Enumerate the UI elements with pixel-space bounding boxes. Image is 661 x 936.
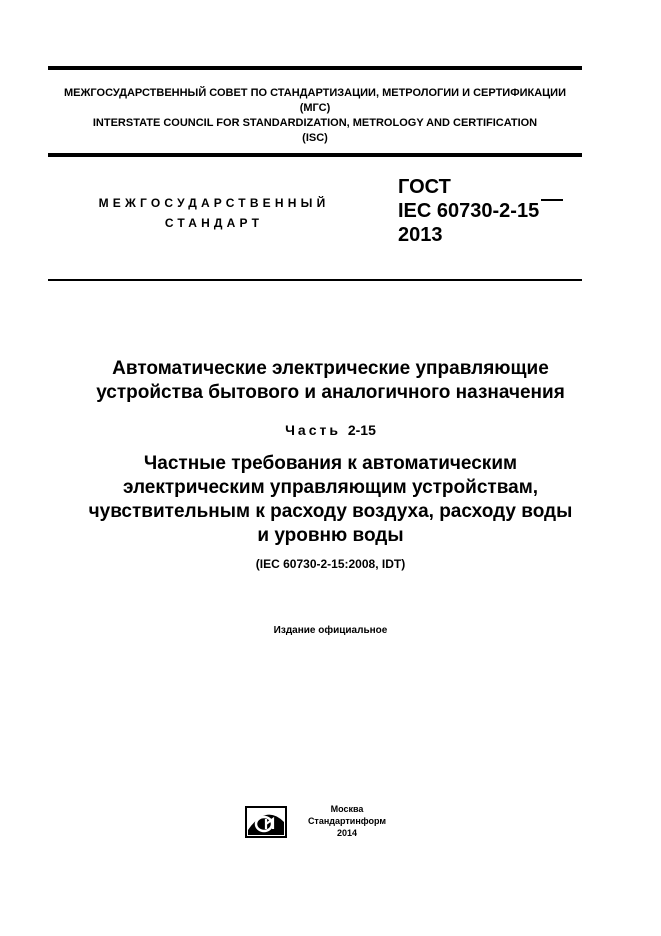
title-line1: Автоматические электрические управляющие xyxy=(112,358,549,379)
gost-number: IEC 60730-2-15 xyxy=(398,200,540,222)
council-name-en: INTERSTATE COUNCIL FOR STANDARDIZATION, METROLOGY AND CERTIFICATION xyxy=(92,117,538,129)
header-bottom-rule xyxy=(48,279,582,281)
iec-reference: (IEC 60730-2-15:2008, IDT) xyxy=(255,557,406,571)
gost-prefix: ГОСТ xyxy=(398,176,451,198)
council-abbr-en: (ISC) xyxy=(302,132,328,144)
document-title xyxy=(0,357,661,405)
subtitle-line2: электрическим управляющим устройствам, xyxy=(122,477,539,498)
gost-designation xyxy=(398,175,563,247)
part-label xyxy=(0,422,661,438)
subtitle-line4: и уровню воды xyxy=(257,525,404,546)
council-block xyxy=(48,86,582,146)
council-abbr-ru: (МГС) xyxy=(299,102,331,114)
gost-year: 2013 xyxy=(398,224,443,246)
standartinform-logo-icon xyxy=(245,806,287,838)
publisher-name: Стандартинформ xyxy=(307,816,387,826)
publisher-city: Москва xyxy=(330,804,364,814)
standard-type xyxy=(48,193,380,233)
document-subtitle xyxy=(0,452,661,548)
publisher-block xyxy=(302,803,392,839)
dash-icon xyxy=(541,199,563,201)
edition-note: Издание официальное xyxy=(273,625,388,636)
standard-type-line2: СТАНДАРТ xyxy=(164,216,264,230)
title-line2: устройства бытового и аналогичного назначения xyxy=(96,382,565,403)
top-rule xyxy=(48,66,582,70)
subtitle-line3: чувствительным к расходу воздуха, расходу воды xyxy=(88,501,573,522)
part-number: 2-15 xyxy=(347,422,376,438)
subtitle-line1: Частные требования к автоматическим xyxy=(143,453,518,474)
council-bottom-rule xyxy=(48,153,582,157)
council-name-ru: МЕЖГОСУДАРСТВЕННЫЙ СОВЕТ ПО СТАНДАРТИЗАЦИИ, МЕТРОЛОГИИ И СЕРТИФИКАЦИИ xyxy=(63,87,566,99)
part-word: Часть xyxy=(285,422,341,438)
publisher-year: 2014 xyxy=(336,828,358,838)
standard-type-line1: МЕЖГОСУДАРСТВЕННЫЙ xyxy=(98,196,330,210)
